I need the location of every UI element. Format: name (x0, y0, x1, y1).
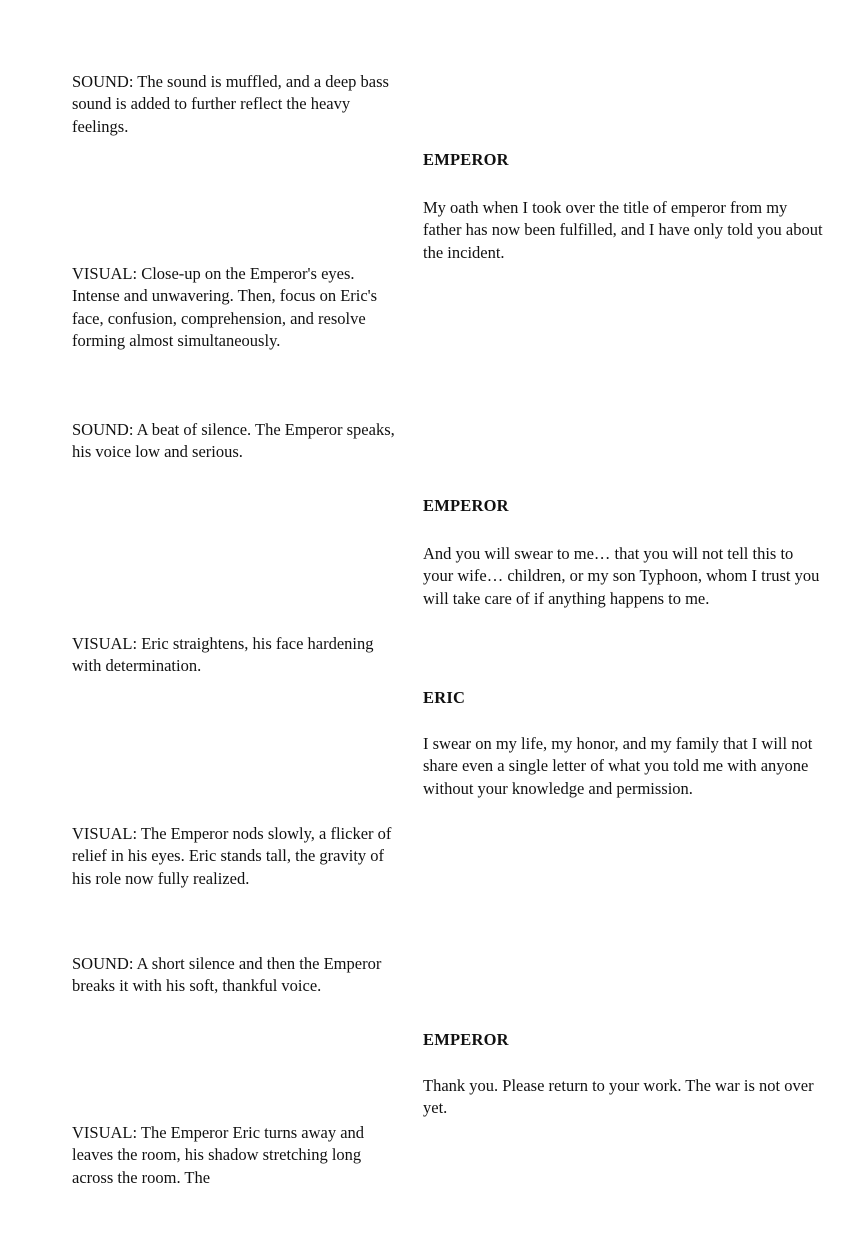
sound-direction: SOUND: A beat of silence. The Emperor speaks, his voice low and serious. (72, 420, 395, 462)
visual-direction: VISUAL: The Emperor Eric turns away and leaves the room, his shadow stretching long across the room. The (72, 1123, 365, 1187)
speaker-name: EMPEROR (423, 1030, 509, 1049)
visual-direction: VISUAL: Close-up on the Emperor's eyes. Intense and unwavering. Then, focus on Eric's face, confusion, comprehension, and resolve forming almost simultaneously. (72, 264, 378, 351)
speaker-name: EMPEROR (423, 150, 509, 169)
sound-direction: SOUND: The sound is muffled, and a deep bass sound is added to further reflect the heavy feelings. (72, 72, 389, 136)
visual-direction: VISUAL: The Emperor nods slowly, a flicker of relief in his eyes. Eric stands tall, the gravity of his role now fully realized. (72, 824, 392, 888)
sound-direction: SOUND: A short silence and then the Emperor breaks it with his soft, thankful voice. (72, 954, 382, 996)
speaker-name: EMPEROR (423, 496, 509, 515)
dialogue-line: Thank you. Please return to your work. The war is not over yet. (423, 1076, 814, 1118)
dialogue-line: My oath when I took over the title of emperor from my father has now been fulfilled, and I have only told you about the incident. (423, 198, 823, 262)
visual-direction: VISUAL: Eric straightens, his face hardening with determination. (72, 634, 374, 676)
speaker-name: ERIC (423, 688, 466, 707)
dialogue-line: I swear on my life, my honor, and my family that I will not share even a single letter of what you told me with anyone without your knowledge and permission. (423, 734, 813, 798)
dialogue-line: And you will swear to me… that you will not tell this to your wife… children, or my son Typhoon, whom I trust you will take care of if anything happens to me. (423, 544, 820, 608)
